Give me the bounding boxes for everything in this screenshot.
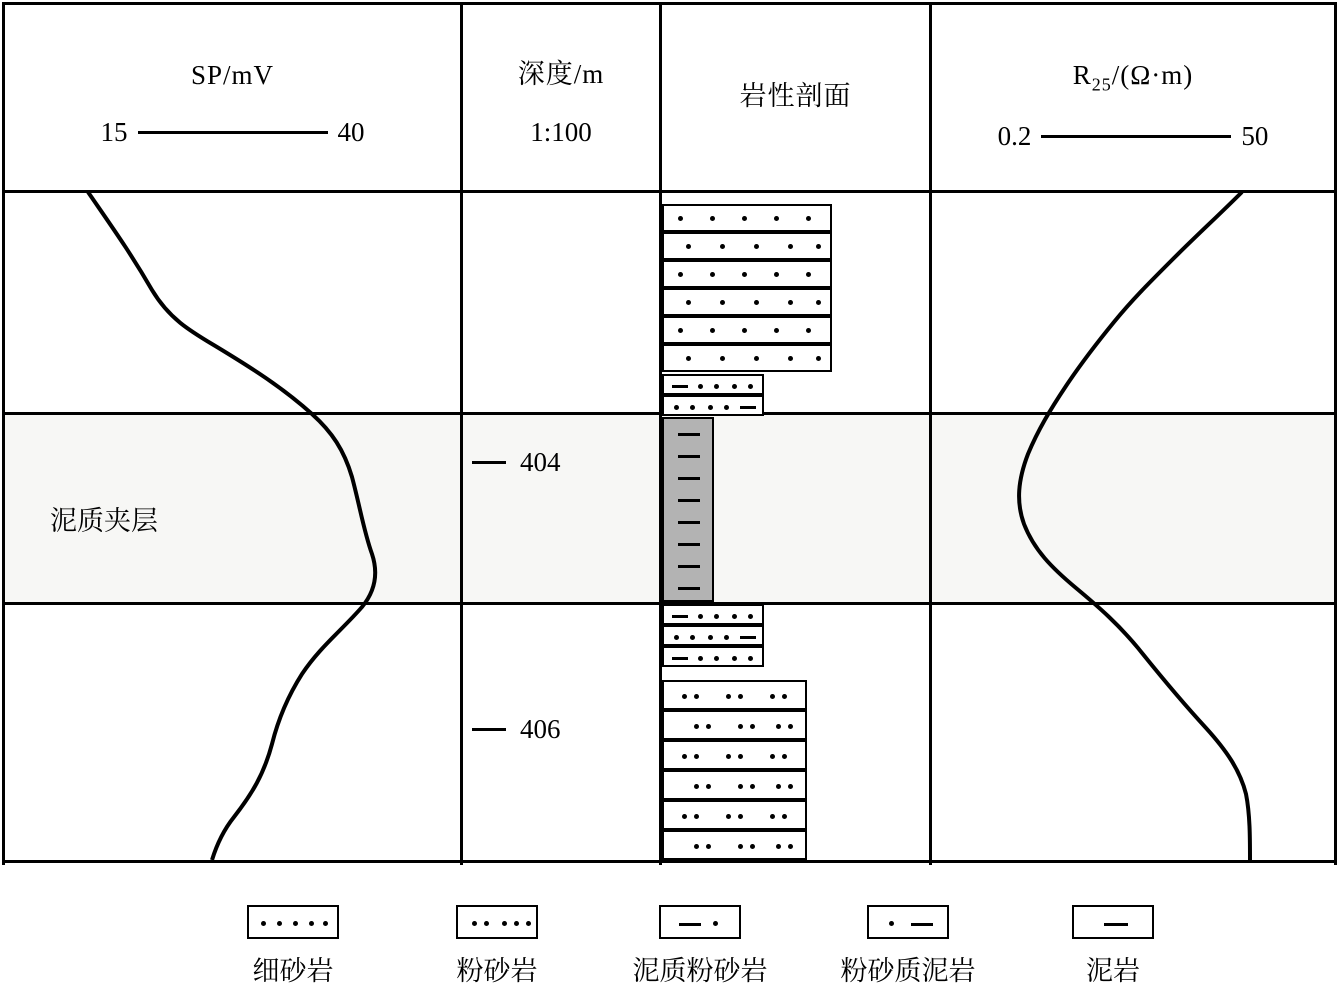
log-table xyxy=(2,2,1337,865)
legend-label-argillaceous-siltstone: 泥质粉砂岩 xyxy=(632,956,768,986)
depth-scale-label: 1:100 xyxy=(530,117,592,147)
legend-item-silty-mudstone xyxy=(808,905,1008,988)
legend-label-silty-mudstone: 粉砂质泥岩 xyxy=(840,956,976,986)
legend-item-siltstone xyxy=(402,905,592,988)
shale-interlayer-label: 泥质夹层 xyxy=(50,506,158,536)
depth-column-title: 深度/m xyxy=(517,59,605,89)
legend-item-argillaceous-siltstone xyxy=(600,905,800,988)
legend-swatch-fine-sandstone xyxy=(247,905,339,939)
legend-label-mudstone: 泥岩 xyxy=(1086,956,1140,986)
legend-swatch-silty-mudstone xyxy=(867,905,949,939)
resistivity-subscript: 25 xyxy=(1091,74,1112,95)
legend-swatch-argillaceous-siltstone xyxy=(659,905,741,939)
sp-max-label: 40 xyxy=(337,117,365,147)
lithology-column-title: 岩性剖面 xyxy=(739,81,852,111)
depth-tick-label: 406 xyxy=(520,714,561,744)
sp-curve xyxy=(88,192,375,860)
legend-label-fine-sandstone: 细砂岩 xyxy=(252,956,334,986)
resistivity-curve xyxy=(1019,192,1250,860)
legend-label-siltstone: 粉砂岩 xyxy=(456,956,538,986)
sp-min-label: 15 xyxy=(100,117,128,147)
legend-swatch-mudstone xyxy=(1072,905,1154,939)
resistivity-min-label: 0.2 xyxy=(997,121,1032,152)
legend xyxy=(0,880,1339,990)
resistivity-unit: /(Ω·m) xyxy=(1111,60,1194,90)
resistivity-max-label: 50 xyxy=(1241,121,1269,152)
legend-item-fine-sandstone xyxy=(198,905,388,988)
legend-swatch-siltstone xyxy=(456,905,538,939)
resistivity-symbol: R xyxy=(1072,60,1092,90)
log-curves xyxy=(2,2,1337,865)
legend-item-mudstone xyxy=(1018,905,1208,988)
depth-tick-label: 404 xyxy=(520,447,561,477)
sp-column-title: SP/mV xyxy=(190,60,275,90)
